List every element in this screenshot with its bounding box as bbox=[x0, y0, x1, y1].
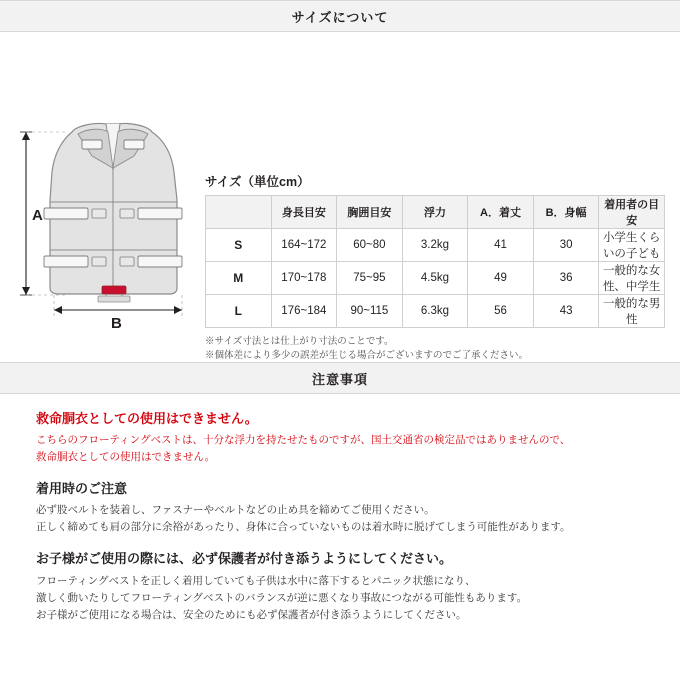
caution-body bbox=[36, 573, 644, 624]
col-buoyancy: 浮力 bbox=[402, 196, 468, 229]
cell-buoyancy: 6.3kg bbox=[402, 295, 468, 328]
size-note-2: ※個体差により多少の誤差が生じる場合がございますのでご了承ください。 bbox=[205, 349, 529, 361]
caution-line: フローティングベストを正しく着用していても子供は水中に落下するとパニック状態になり、 bbox=[36, 574, 476, 587]
caution-line: 必ず股ベルトを装着し、ファスナーやベルトなどの止め具を締めてご使用ください。 bbox=[36, 504, 435, 517]
cell-width: 43 bbox=[533, 295, 599, 328]
size-table-block bbox=[205, 172, 665, 363]
caution-block-children bbox=[36, 550, 644, 623]
table-row bbox=[206, 262, 665, 295]
caution-heading: 着用時のご注意 bbox=[36, 481, 128, 497]
cell-length: 41 bbox=[468, 229, 534, 262]
caution-section bbox=[0, 394, 680, 624]
size-section bbox=[0, 32, 680, 362]
caution-block-lifejacket bbox=[36, 410, 644, 466]
caution-line: 激しく動いたりしてフローティングベストのバランスが逆に悪くなり事故につながる可能性もあります。 bbox=[36, 591, 528, 604]
cell-size: S bbox=[206, 229, 272, 262]
caution-line: 正しく締めても肩の部分に余裕があったり、身体に合っていないものは着水時に脱げてしまう可能性があります。 bbox=[36, 521, 571, 534]
cell-size: M bbox=[206, 262, 272, 295]
cell-height: 170~178 bbox=[271, 262, 337, 295]
dimension-label-b: B bbox=[111, 315, 122, 332]
cell-size: L bbox=[206, 295, 272, 328]
vest-diagram bbox=[14, 110, 214, 340]
cell-chest: 75~95 bbox=[337, 262, 403, 295]
caution-body bbox=[36, 502, 644, 536]
caution-block-wearing bbox=[36, 480, 644, 536]
size-section-header bbox=[0, 0, 680, 32]
size-table bbox=[205, 195, 665, 328]
caution-line: こちらのフローティングベストは、十分な浮力を持たせたものですが、国土交通省の検定品ではありませんので、 bbox=[36, 434, 571, 447]
cell-buoyancy: 3.2kg bbox=[402, 229, 468, 262]
col-length: A．着丈 bbox=[468, 196, 534, 229]
size-table-caption: サイズ（単位cm） bbox=[205, 175, 310, 189]
col-chest: 胸囲目安 bbox=[337, 196, 403, 229]
size-notes bbox=[205, 335, 665, 363]
vest-shape bbox=[44, 123, 182, 302]
caution-heading: お子様がご使用の際には、必ず保護者が付き添うようにしてください。 bbox=[36, 551, 453, 567]
caution-line: お子様がご使用になる場合は、安全のためにも必ず保護者が付き添うようにしてください。 bbox=[36, 608, 467, 621]
cell-height: 176~184 bbox=[271, 295, 337, 328]
cell-target: 一般的な女性、中学生 bbox=[599, 262, 665, 295]
col-size bbox=[206, 196, 272, 229]
size-table-header-row bbox=[206, 196, 665, 229]
size-section-title: サイズについて bbox=[291, 9, 389, 25]
table-row bbox=[206, 229, 665, 262]
cell-width: 30 bbox=[533, 229, 599, 262]
caution-section-header bbox=[0, 362, 680, 394]
cell-chest: 60~80 bbox=[337, 229, 403, 262]
col-width: B．身幅 bbox=[533, 196, 599, 229]
cell-buoyancy: 4.5kg bbox=[402, 262, 468, 295]
caution-body bbox=[36, 432, 644, 466]
cell-length: 56 bbox=[468, 295, 534, 328]
col-height: 身長目安 bbox=[271, 196, 337, 229]
cell-chest: 90~115 bbox=[337, 295, 403, 328]
caution-line: 救命胴衣としての使用はできません。 bbox=[36, 451, 216, 464]
dimension-label-a: A bbox=[32, 207, 43, 224]
caution-heading: 救命胴衣としての使用はできません。 bbox=[36, 411, 258, 426]
caution-section-title: 注意事項 bbox=[311, 371, 368, 387]
cell-target: 小学生くらいの子ども bbox=[599, 229, 665, 262]
col-target: 着用者の目安 bbox=[599, 196, 665, 229]
vest-diagram-svg bbox=[14, 110, 214, 340]
cell-length: 49 bbox=[468, 262, 534, 295]
cell-width: 36 bbox=[533, 262, 599, 295]
table-row bbox=[206, 295, 665, 328]
cell-target: 一般的な男性 bbox=[599, 295, 665, 328]
size-note-1: ※サイズ寸法とは仕上がり寸法のことです。 bbox=[205, 336, 394, 347]
cell-height: 164~172 bbox=[271, 229, 337, 262]
